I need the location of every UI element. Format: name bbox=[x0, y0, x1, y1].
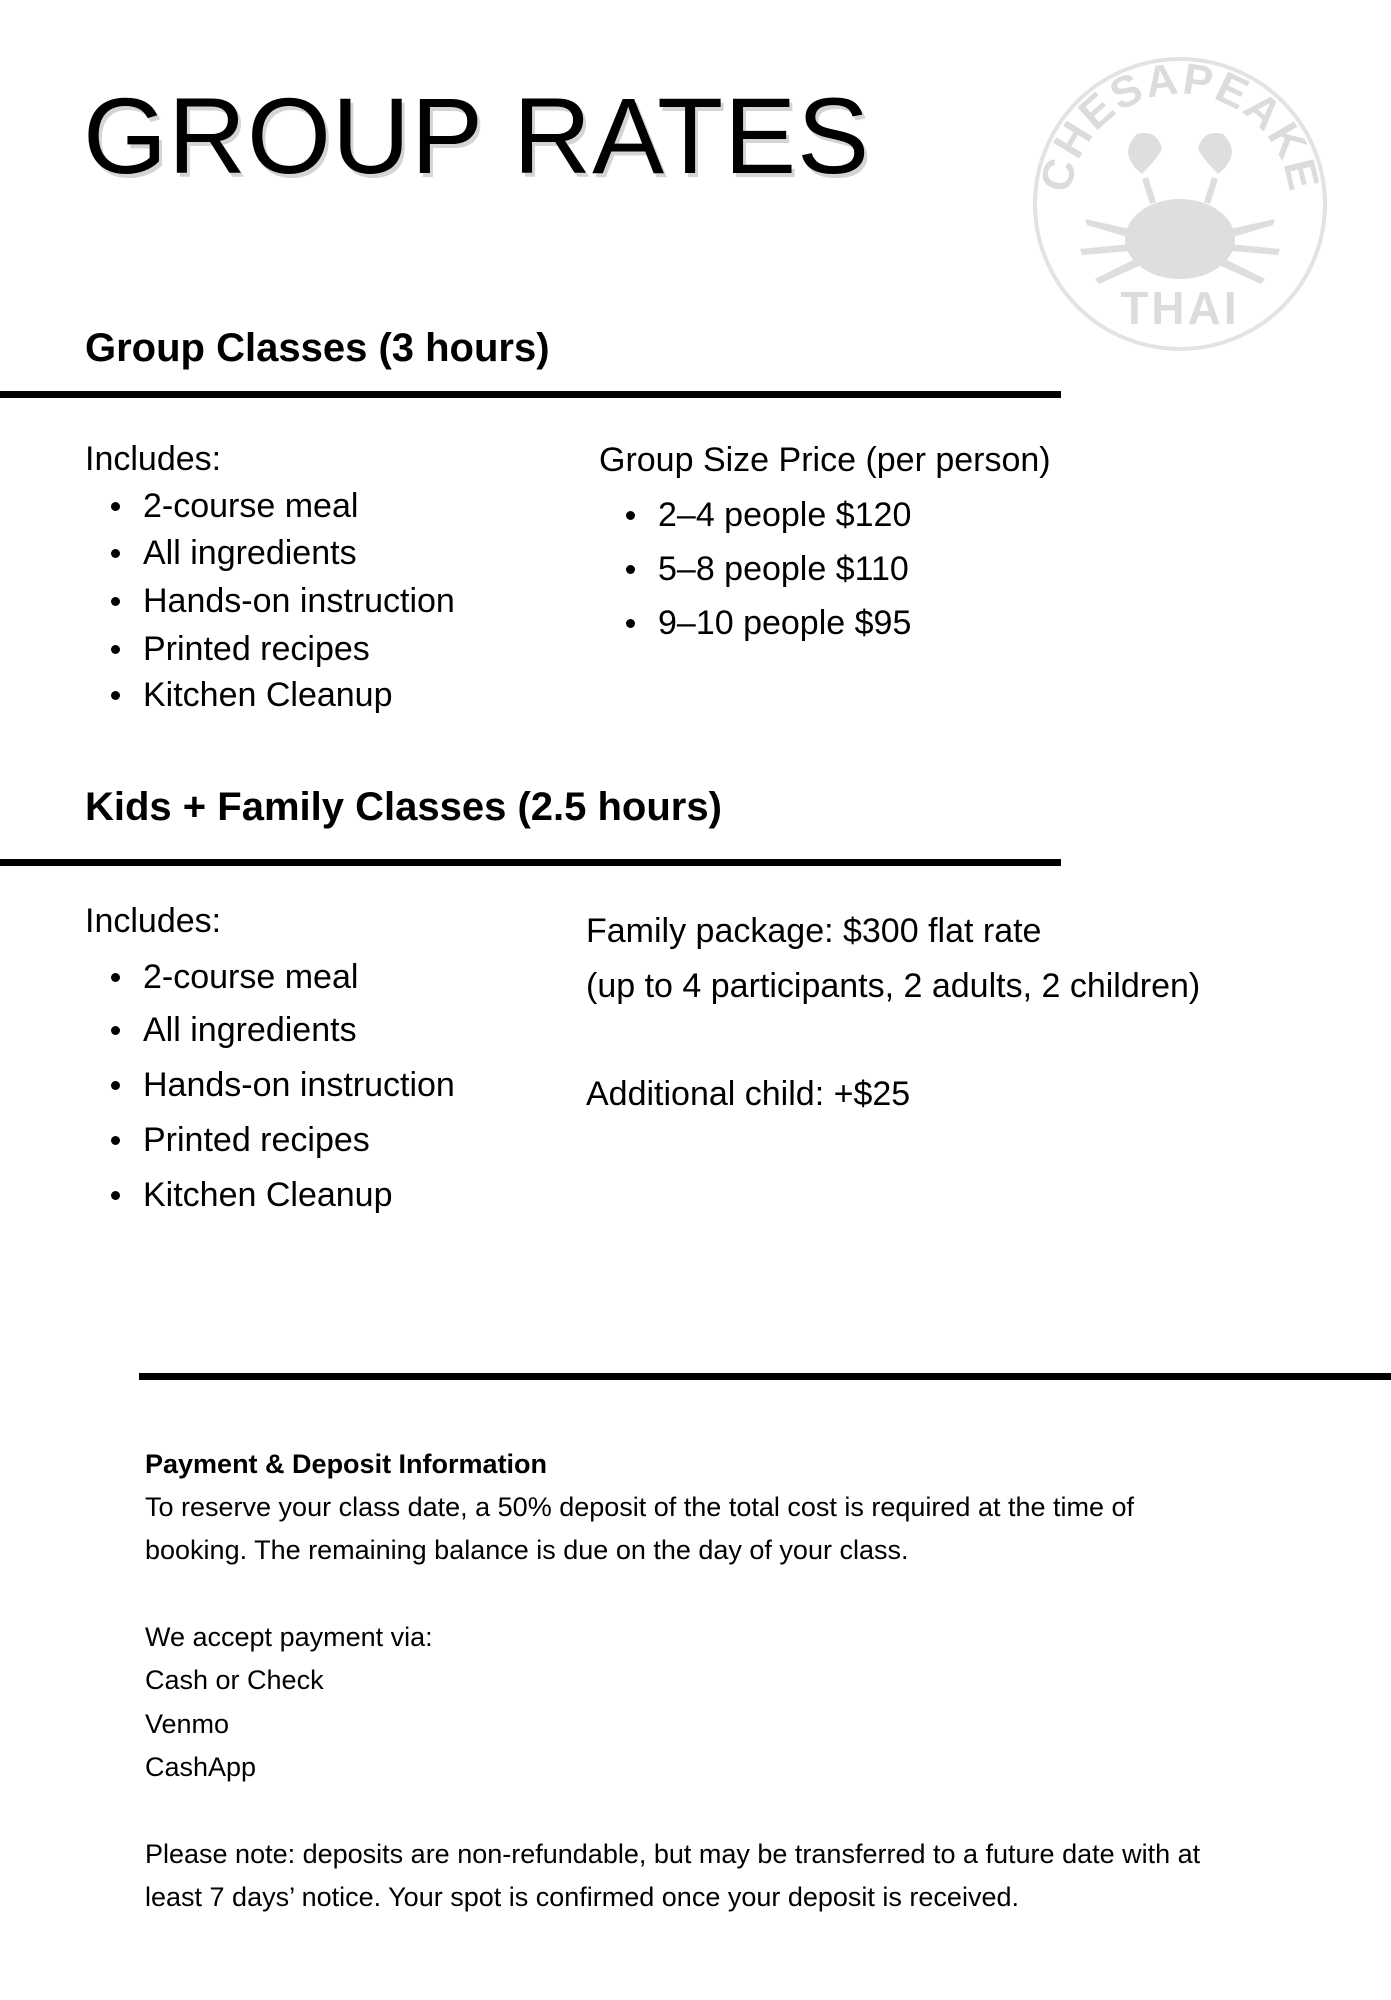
logo-bottom-text: THAI bbox=[1120, 282, 1240, 334]
family-classes-heading: Kids + Family Classes (2.5 hours) bbox=[85, 785, 722, 829]
list-item: Kitchen Cleanup bbox=[143, 675, 393, 715]
price-item: 5–8 people $110 bbox=[658, 549, 909, 589]
price-item: 2–4 people $120 bbox=[658, 495, 911, 535]
payment-method: CashApp bbox=[145, 1752, 257, 1782]
bullet-icon bbox=[111, 1136, 120, 1145]
bullet-icon bbox=[111, 691, 120, 700]
list-item: Kitchen Cleanup bbox=[143, 1175, 393, 1215]
bullet-icon bbox=[626, 511, 635, 520]
additional-child-price: Additional child: +$25 bbox=[586, 1075, 911, 1113]
refund-note-line2: least 7 days’ notice. Your spot is confirmed once your deposit is received. bbox=[145, 1882, 1019, 1912]
list-item: Hands-on instruction bbox=[143, 581, 455, 621]
bullet-icon bbox=[111, 1191, 120, 1200]
family-includes-label: Includes: bbox=[85, 902, 222, 940]
list-item: All ingredients bbox=[143, 1010, 357, 1050]
list-item: Hands-on instruction bbox=[143, 1065, 455, 1105]
deposit-text-line1: To reserve your class date, a 50% deposit of the total cost is required at the time of bbox=[145, 1492, 1135, 1522]
deposit-text-line2: booking. The remaining balance is due on the day of your class. bbox=[145, 1535, 909, 1565]
pricing-header: Group Size Price (per person) bbox=[599, 441, 1051, 479]
chesapeake-thai-logo bbox=[1030, 54, 1330, 354]
list-item: 2-course meal bbox=[143, 486, 358, 526]
group-includes-label: Includes: bbox=[85, 440, 222, 478]
family-package-price: Family package: $300 flat rate bbox=[586, 912, 1042, 950]
section-divider bbox=[0, 391, 1061, 398]
svg-text:CHESAPEAKE bbox=[1031, 54, 1328, 196]
list-item: Printed recipes bbox=[143, 1120, 370, 1160]
page-title: GROUP RATES bbox=[83, 75, 871, 196]
bullet-icon bbox=[111, 502, 120, 511]
list-item: All ingredients bbox=[143, 533, 357, 573]
refund-note-line1: Please note: deposits are non-refundable, but may be transferred to a future date with at bbox=[145, 1839, 1201, 1869]
bullet-icon bbox=[111, 597, 120, 606]
list-item: Printed recipes bbox=[143, 629, 370, 669]
family-package-details: (up to 4 participants, 2 adults, 2 children) bbox=[586, 967, 1201, 1005]
crab-icon bbox=[1080, 133, 1280, 284]
bullet-icon bbox=[626, 619, 635, 628]
payment-method: Venmo bbox=[145, 1709, 230, 1739]
group-classes-heading: Group Classes (3 hours) bbox=[85, 326, 550, 370]
bullet-icon bbox=[626, 565, 635, 574]
bullet-icon bbox=[111, 1026, 120, 1035]
bullet-icon bbox=[111, 549, 120, 558]
bullet-icon bbox=[111, 645, 120, 654]
section-divider bbox=[0, 859, 1061, 866]
payment-heading: Payment & Deposit Information bbox=[145, 1449, 548, 1479]
logo-top-text: CHESAPEAKE bbox=[1031, 54, 1329, 197]
list-item: 2-course meal bbox=[143, 957, 358, 997]
bullet-icon bbox=[111, 1081, 120, 1090]
bullet-icon bbox=[111, 973, 120, 982]
price-item: 9–10 people $95 bbox=[658, 603, 911, 643]
payment-method: Cash or Check bbox=[145, 1665, 324, 1695]
section-divider bbox=[139, 1373, 1391, 1380]
payment-methods-label: We accept payment via: bbox=[145, 1622, 433, 1652]
